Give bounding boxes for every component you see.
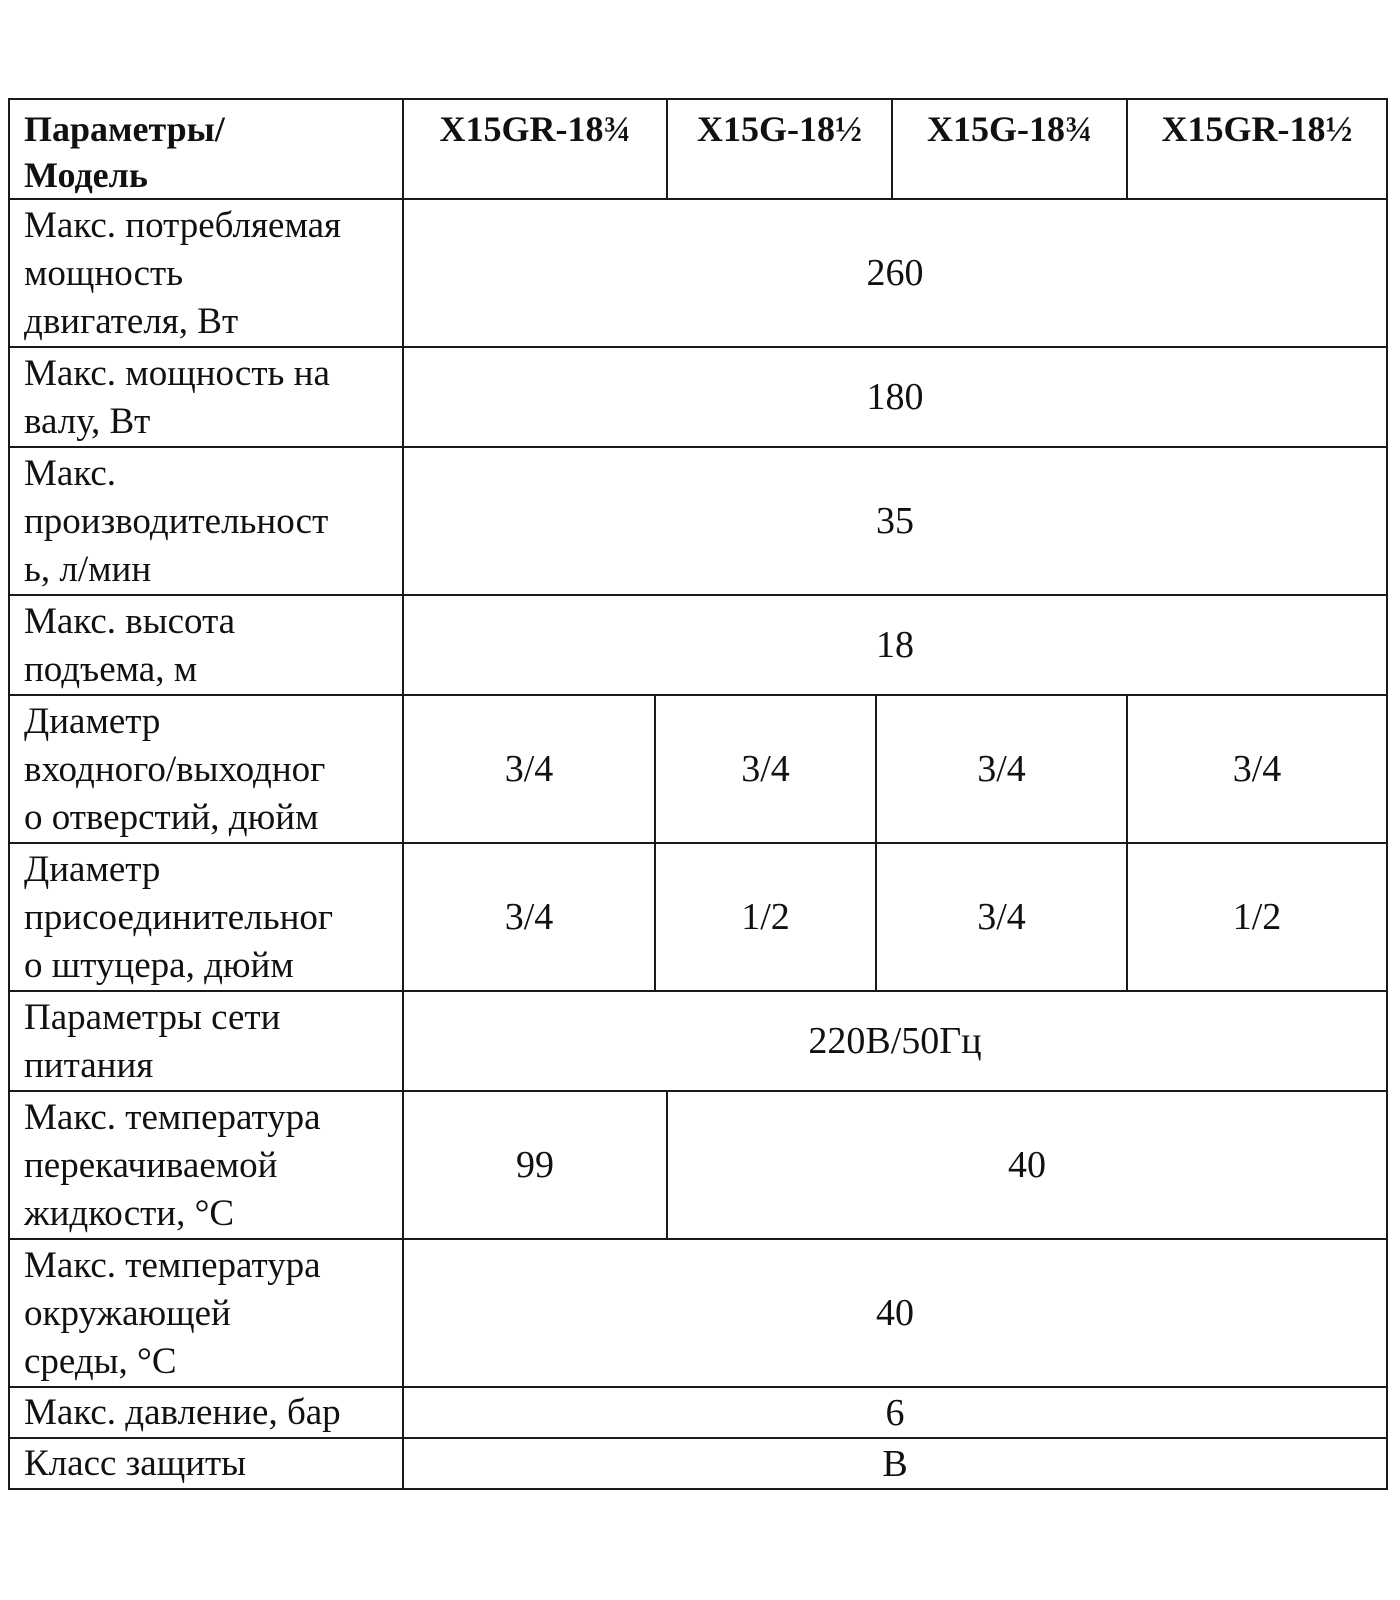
label-line: Класс защиты: [24, 1442, 247, 1484]
header-model-3: X15G-18¾: [892, 99, 1127, 199]
value-inlet-outlet-diameter-4: 3/4: [1127, 695, 1387, 843]
label-protection-class: [9, 1438, 403, 1489]
row-liquid-temp: [9, 1091, 1387, 1239]
row-shaft-power: [9, 347, 1387, 447]
row-inlet-outlet-diameter: [9, 695, 1387, 843]
value-ambient-temp: 40: [403, 1239, 1387, 1387]
value-fitting-diameter-3: 3/4: [876, 843, 1127, 991]
label-line: ь, л/мин: [24, 549, 152, 590]
label-line: Макс. температура: [24, 1097, 321, 1138]
label-line: о штуцера, дюйм: [24, 945, 294, 986]
label-line: входного/выходног: [24, 749, 326, 790]
label-line: Макс. высота: [24, 601, 236, 642]
value-protection-class: B: [403, 1438, 1387, 1489]
label-lift-height: [9, 595, 403, 695]
label-ambient-temp: [9, 1239, 403, 1387]
header-param-line2: Модель: [24, 155, 148, 195]
label-line: Макс. потребляемая: [24, 205, 342, 246]
value-liquid-temp-2: 40: [667, 1091, 1387, 1239]
label-line: мощность: [24, 253, 184, 294]
label-line: перекачиваемой: [24, 1145, 278, 1186]
value-liquid-temp-1: 99: [403, 1091, 667, 1239]
value-inlet-outlet-diameter-2: 3/4: [655, 695, 876, 843]
value-fitting-diameter-2: 1/2: [655, 843, 876, 991]
label-line: окружающей: [24, 1293, 231, 1334]
label-line: подъема, м: [24, 649, 198, 690]
value-inlet-outlet-diameter-3: 3/4: [876, 695, 1127, 843]
row-mains: [9, 991, 1387, 1091]
label-shaft-power: [9, 347, 403, 447]
value-mains: 220В/50Гц: [403, 991, 1387, 1091]
label-line: двигателя, Вт: [24, 301, 239, 342]
header-model-2: X15G-18½: [667, 99, 892, 199]
label-line: Макс. мощность на: [24, 353, 330, 394]
label-line: Параметры сети: [24, 997, 281, 1038]
value-shaft-power: 180: [403, 347, 1387, 447]
label-line: жидкости, °C: [24, 1193, 235, 1234]
value-pressure: 6: [403, 1387, 1387, 1438]
label-line: Диаметр: [24, 701, 161, 742]
row-motor-power: [9, 199, 1387, 347]
label-line: Диаметр: [24, 849, 161, 890]
row-capacity: [9, 447, 1387, 595]
value-fitting-diameter-1: 3/4: [403, 843, 655, 991]
header-parameters-model: [9, 99, 403, 199]
header-row: [9, 99, 1387, 199]
label-capacity: [9, 447, 403, 595]
label-pressure: [9, 1387, 403, 1438]
value-capacity: 35: [403, 447, 1387, 595]
row-ambient-temp: [9, 1239, 1387, 1387]
label-mains: [9, 991, 403, 1091]
label-line: питания: [24, 1045, 154, 1086]
header-param-line1: Параметры/: [24, 109, 225, 149]
label-line: производительност: [24, 501, 329, 542]
label-liquid-temp: [9, 1091, 403, 1239]
label-motor-power: [9, 199, 403, 347]
label-line: Макс. температура: [24, 1245, 321, 1286]
label-line: среды, °C: [24, 1341, 177, 1382]
label-line: валу, Вт: [24, 401, 151, 442]
label-fitting-diameter: [9, 843, 403, 991]
label-line: о отверстий, дюйм: [24, 797, 319, 838]
row-pressure: [9, 1387, 1387, 1438]
row-fitting-diameter: [9, 843, 1387, 991]
header-model-4: X15GR-18½: [1127, 99, 1387, 199]
value-motor-power: 260: [403, 199, 1387, 347]
row-protection-class: [9, 1438, 1387, 1489]
header-model-1: X15GR-18¾: [403, 99, 667, 199]
row-lift-height: [9, 595, 1387, 695]
label-line: Макс.: [24, 453, 117, 494]
label-inlet-outlet-diameter: [9, 695, 403, 843]
label-line: Макс. давление, бар: [24, 1391, 341, 1433]
value-lift-height: 18: [403, 595, 1387, 695]
label-line: присоединительног: [24, 897, 334, 938]
value-fitting-diameter-4: 1/2: [1127, 843, 1387, 991]
specifications-table: [8, 98, 1388, 1490]
value-inlet-outlet-diameter-1: 3/4: [403, 695, 655, 843]
